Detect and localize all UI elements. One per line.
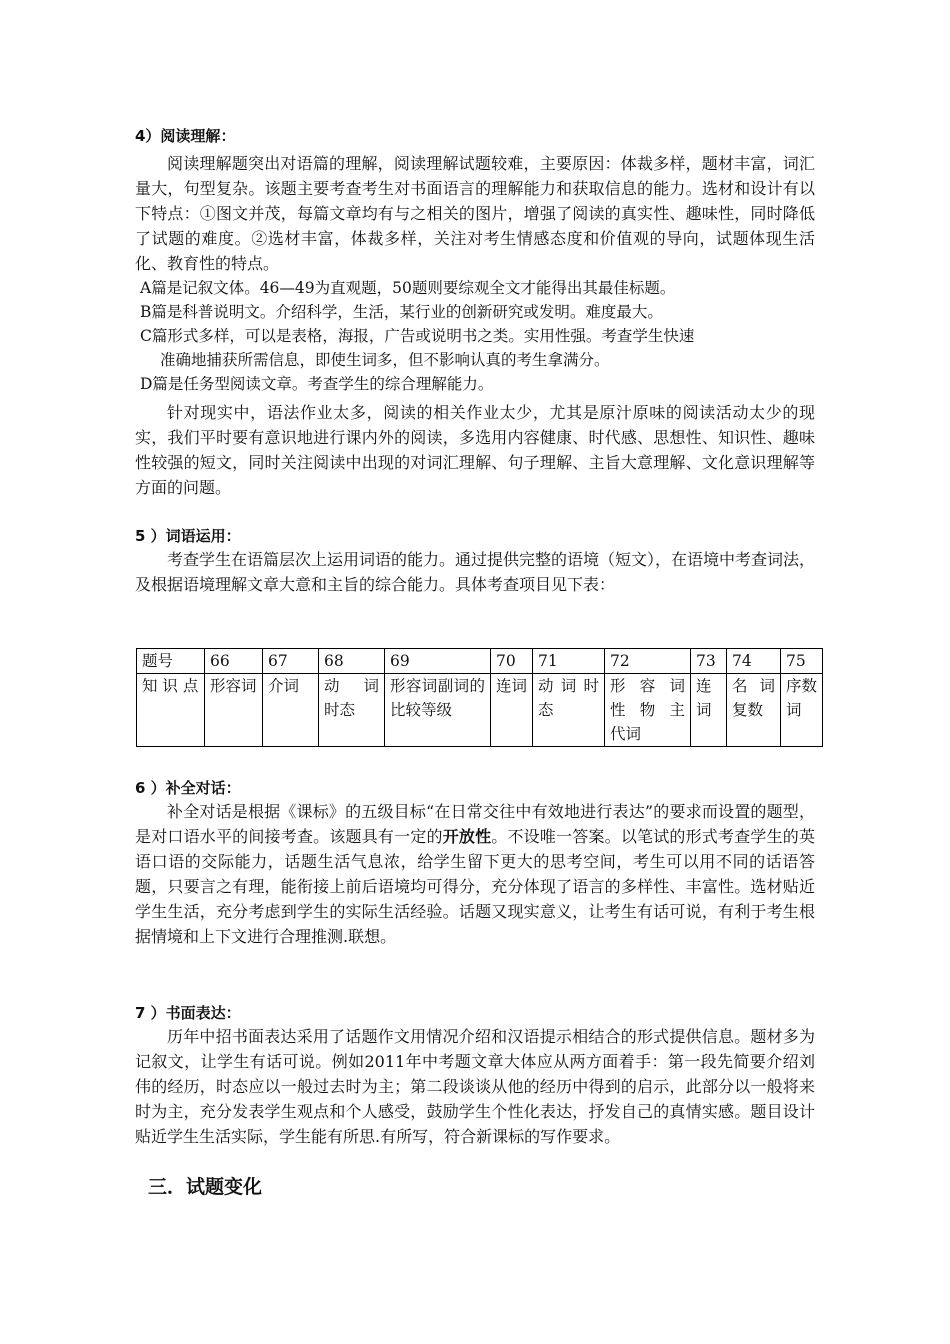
table-cell: 68 xyxy=(319,649,385,674)
word-usage-paragraph: 考查学生在语篇层次上运用词语的能力。通过提供完整的语境（短文），在语境中考查词法，及根据语境理解文章大意和主旨的综合能力。具体考查项目见下表： xyxy=(135,550,816,594)
table-cell: 动 词 时态 xyxy=(319,674,385,747)
table-cell: 74 xyxy=(727,649,781,674)
passage-c-line: C篇形式多样，可以是表格，海报，广告或说明书之类。实用性强。考查学生快速 xyxy=(140,327,695,345)
table-cell: 70 xyxy=(491,649,533,674)
table-cell: 连词 xyxy=(691,674,727,747)
reading-intro-paragraph: 阅读理解题突出对语篇的理解，阅读理解试题较难，主要原因：体裁多样，题材丰富，词汇量大，句型复杂。该题主要考查考生对书面语言的理解能力和获取信息的能力。选材和设计有以下特点：①图文并茂，每篇文章均有与之相关的图片，增强了阅读的真实性、趣味性，同时降低了试题的难度。②选材丰富，体裁多样，关注对考生情感态度和价值观的导向，试题体现生活化、教育性的特点。 xyxy=(135,154,815,273)
table-cell: 形容词 xyxy=(205,674,263,747)
dialogue-paragraph xyxy=(135,799,815,949)
heading-word-usage: 5 ）词语运用： xyxy=(135,527,241,545)
passage-b-line: B篇是科普说明文。介绍科学，生活，某行业的创新研究或发明。难度最大。 xyxy=(140,303,663,321)
dialogue-text-part: 补全对话是根据《课标》的五级目标“在日常交往中有效地进行表达”的要求而设置的题型，是对口语水平的间接考查。该题具有一定的 xyxy=(135,802,815,846)
openness-emphasis: 开放性 xyxy=(442,827,492,846)
dialogue-text-part: 。不设唯一答案。以笔试的形式考查学生的英语口语的交际能力，话题生活气息浓，给学生留下更大的思考空间，考生可以用不同的话语答题，只要言之有理，能衔接上前后语境均可得分，充分体现了语言的多样性、丰富性。选材贴近学生生活，充分考虑到学生的实际生活经验。话题又现实意义，让考生有话可说，有利于考生根据情境和上下文进行合理推测.联想。 xyxy=(135,827,815,946)
table-cell: 71 xyxy=(533,649,605,674)
table-row xyxy=(137,674,823,747)
exam-item-table xyxy=(136,648,823,747)
table-cell: 连词 xyxy=(491,674,533,747)
table-cell: 66 xyxy=(205,649,263,674)
heading-reading-comprehension: 4）阅读理解： xyxy=(135,127,236,145)
table-cell: 序数词 xyxy=(781,674,823,747)
table-cell: 75 xyxy=(781,649,823,674)
section-title: 三．试题变化 xyxy=(148,1176,263,1198)
heading-writing: 7 ）书面表达： xyxy=(135,1004,241,1022)
table-cell: 形 容 词 性 物 主 代词 xyxy=(605,674,691,747)
passage-a-line: A篇是记叙文体。46—49为直观题，50题则要综观全文才能得出其最佳标题。 xyxy=(140,279,676,297)
table-cell: 形容词副词的比较等级 xyxy=(385,674,491,747)
table-cell: 介词 xyxy=(263,674,319,747)
table-cell: 名词复数 xyxy=(727,674,781,747)
table-cell: 73 xyxy=(691,649,727,674)
passage-d-line: D篇是任务型阅读文章。考查学生的综合理解能力。 xyxy=(140,375,494,393)
passage-c-continuation: 准确地捕获所需信息，即使生词多，但不影响认真的考生拿满分。 xyxy=(160,351,610,369)
writing-paragraph: 历年中招书面表达采用了话题作文用情况介绍和汉语提示相结合的形式提供信息。题材多为记叙文，让学生有话可说。例如2011年中考题文章大体应从两方面着手：第一段先简要介绍刘伟的经历，时态应以一般过去时为主；第二段谈谈从他的经历中得到的启示，此部分以一般将来时为主，充分发表学生观点和个人感受，鼓励学生个性化表达，抒发自己的真情实感。题目设计贴近学生生活实际，学生能有所思.有所写，符合新课标的写作要求。 xyxy=(135,1027,815,1146)
table-cell: 题号 xyxy=(137,649,205,674)
table-cell: 知 识 点 xyxy=(137,674,205,747)
reading-advice-paragraph: 针对现实中，语法作业太多，阅读的相关作业太少，尤其是原汁原味的阅读活动太少的现实，我们平时要有意识地进行课内外的阅读，多选用内容健康、时代感、思想性、知识性、趣味性较强的短文，同时关注阅读中出现的对词汇理解、句子理解、主旨大意理解、文化意识理解等方面的问题。 xyxy=(135,403,815,497)
heading-dialogue-completion: 6 ）补全对话： xyxy=(135,779,241,797)
table-cell: 67 xyxy=(263,649,319,674)
table-cell: 动 词 时态 xyxy=(533,674,605,747)
table-header-row xyxy=(137,649,823,674)
table-cell: 72 xyxy=(605,649,691,674)
table-cell: 69 xyxy=(385,649,491,674)
